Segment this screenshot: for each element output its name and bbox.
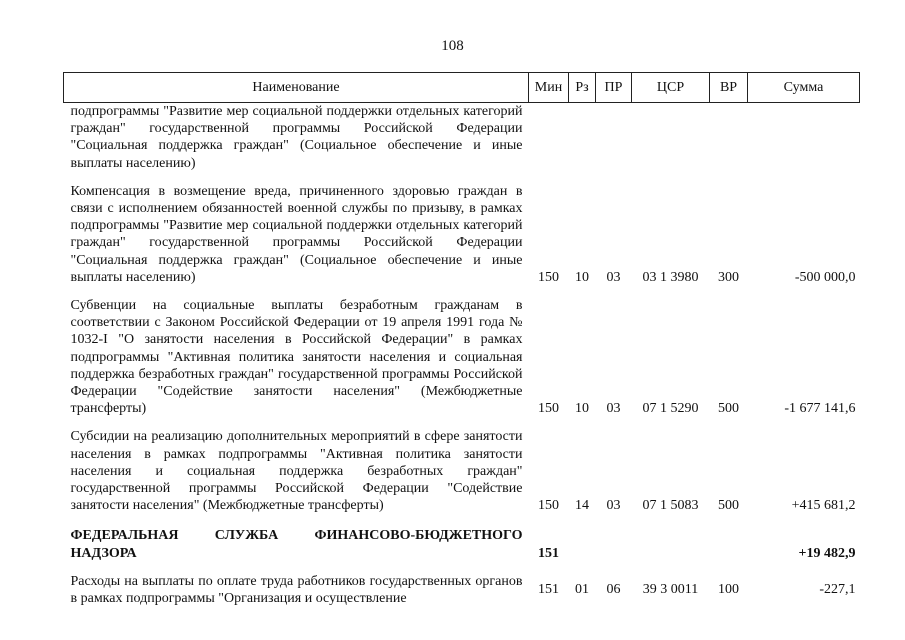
row-rz: 14 bbox=[575, 498, 589, 514]
header-rz: Рз bbox=[569, 73, 596, 103]
row-sum: -227,1 bbox=[819, 581, 856, 597]
row-rz: 01 bbox=[575, 581, 589, 597]
row-csr bbox=[632, 514, 710, 561]
row-vr: 500 bbox=[718, 498, 739, 514]
row-sum: +415 681,2 bbox=[791, 498, 856, 514]
row-min: 150 bbox=[538, 269, 559, 285]
row-name: подпрограммы "Развитие мер социальной поддержки отдельных категорий граждан" государственной программы Российской Федерации "Социальная поддержка граждан" (Социальное обеспечение и иные выплаты населению) bbox=[70, 104, 523, 171]
row-vr bbox=[710, 103, 748, 172]
table-row bbox=[64, 562, 860, 607]
table-row bbox=[64, 172, 860, 286]
row-min: 151 bbox=[538, 581, 559, 597]
row-vr: 300 bbox=[718, 269, 739, 285]
row-rz: 10 bbox=[575, 401, 589, 417]
row-min: 150 bbox=[538, 401, 559, 417]
row-name: Субвенции на социальные выплаты безработным гражданам в соответствии с Законом Российской Федерации от 19 апреля 1991 года № 1032-I "О занятости населения в Российской Федерации" в рамках подпрограммы "Активная политика занятости населения и социальная поддержка безработных граждан" государственной программы Российской Федерации "Содействие занятости населения" (Межбюджетные трансферты) bbox=[70, 298, 523, 417]
row-csr: 03 1 3980 bbox=[642, 269, 699, 285]
row-vr bbox=[710, 514, 748, 561]
row-pr: 03 bbox=[606, 498, 621, 514]
row-csr bbox=[632, 103, 710, 172]
row-csr: 07 1 5290 bbox=[642, 401, 699, 417]
row-sum bbox=[748, 103, 860, 172]
header-vr: ВР bbox=[710, 73, 748, 103]
budget-table bbox=[63, 72, 860, 607]
table-header-row bbox=[64, 73, 860, 103]
row-pr bbox=[596, 103, 632, 172]
row-rz bbox=[569, 103, 596, 172]
row-sum: +19 482,9 bbox=[798, 545, 856, 561]
row-pr: 03 bbox=[606, 269, 621, 285]
row-rz: 10 bbox=[575, 269, 589, 285]
row-min bbox=[529, 103, 569, 172]
row-pr bbox=[596, 514, 632, 561]
row-csr: 07 1 5083 bbox=[642, 498, 699, 514]
table-row bbox=[64, 103, 860, 172]
header-pr: ПР bbox=[596, 73, 632, 103]
page-number: 108 bbox=[441, 38, 464, 54]
row-name: Субсидии на реализацию дополнительных мероприятий в сфере занятости населения в рамках подпрограммы "Активная политика занятости населения и социальная поддержка безработных граждан" государственной программы Российской Федерации "Содействие занятости населения" (Межбюджетные трансферты) bbox=[70, 429, 523, 514]
row-pr: 03 bbox=[606, 401, 621, 417]
header-name: Наименование bbox=[64, 73, 529, 103]
table-row bbox=[64, 417, 860, 514]
header-min: Мин bbox=[529, 73, 569, 103]
table-row-section bbox=[64, 514, 860, 561]
header-csr: ЦСР bbox=[632, 73, 710, 103]
row-min: 150 bbox=[538, 498, 559, 514]
row-vr: 500 bbox=[718, 401, 739, 417]
row-name: Расходы на выплаты по оплате труда работников государственных органов в рамках подпрограммы "Организация и осуществление bbox=[70, 573, 523, 607]
table-row bbox=[64, 286, 860, 417]
row-sum: -500 000,0 bbox=[794, 269, 856, 285]
row-sum: -1 677 141,6 bbox=[784, 401, 856, 417]
row-min: 151 bbox=[538, 545, 559, 561]
row-pr: 06 bbox=[606, 581, 621, 597]
row-rz bbox=[569, 514, 596, 561]
row-csr: 39 3 0011 bbox=[642, 581, 699, 597]
section-name: ФЕДЕРАЛЬНАЯ СЛУЖБА ФИНАНСОВО-БЮДЖЕТНОГО НАДЗОРА bbox=[70, 528, 523, 561]
row-name: Компенсация в возмещение вреда, причиненного здоровью граждан в связи с исполнением обязанностей военной службы по призыву, в рамках подпрограммы "Развитие мер социальной поддержки отдельных категорий граждан" государственной программы Российской Федерации "Социальная поддержка граждан" (Социальное обеспечение и иные выплаты населению) bbox=[70, 183, 523, 285]
row-vr: 100 bbox=[718, 581, 739, 597]
header-sum: Сумма bbox=[748, 73, 860, 103]
